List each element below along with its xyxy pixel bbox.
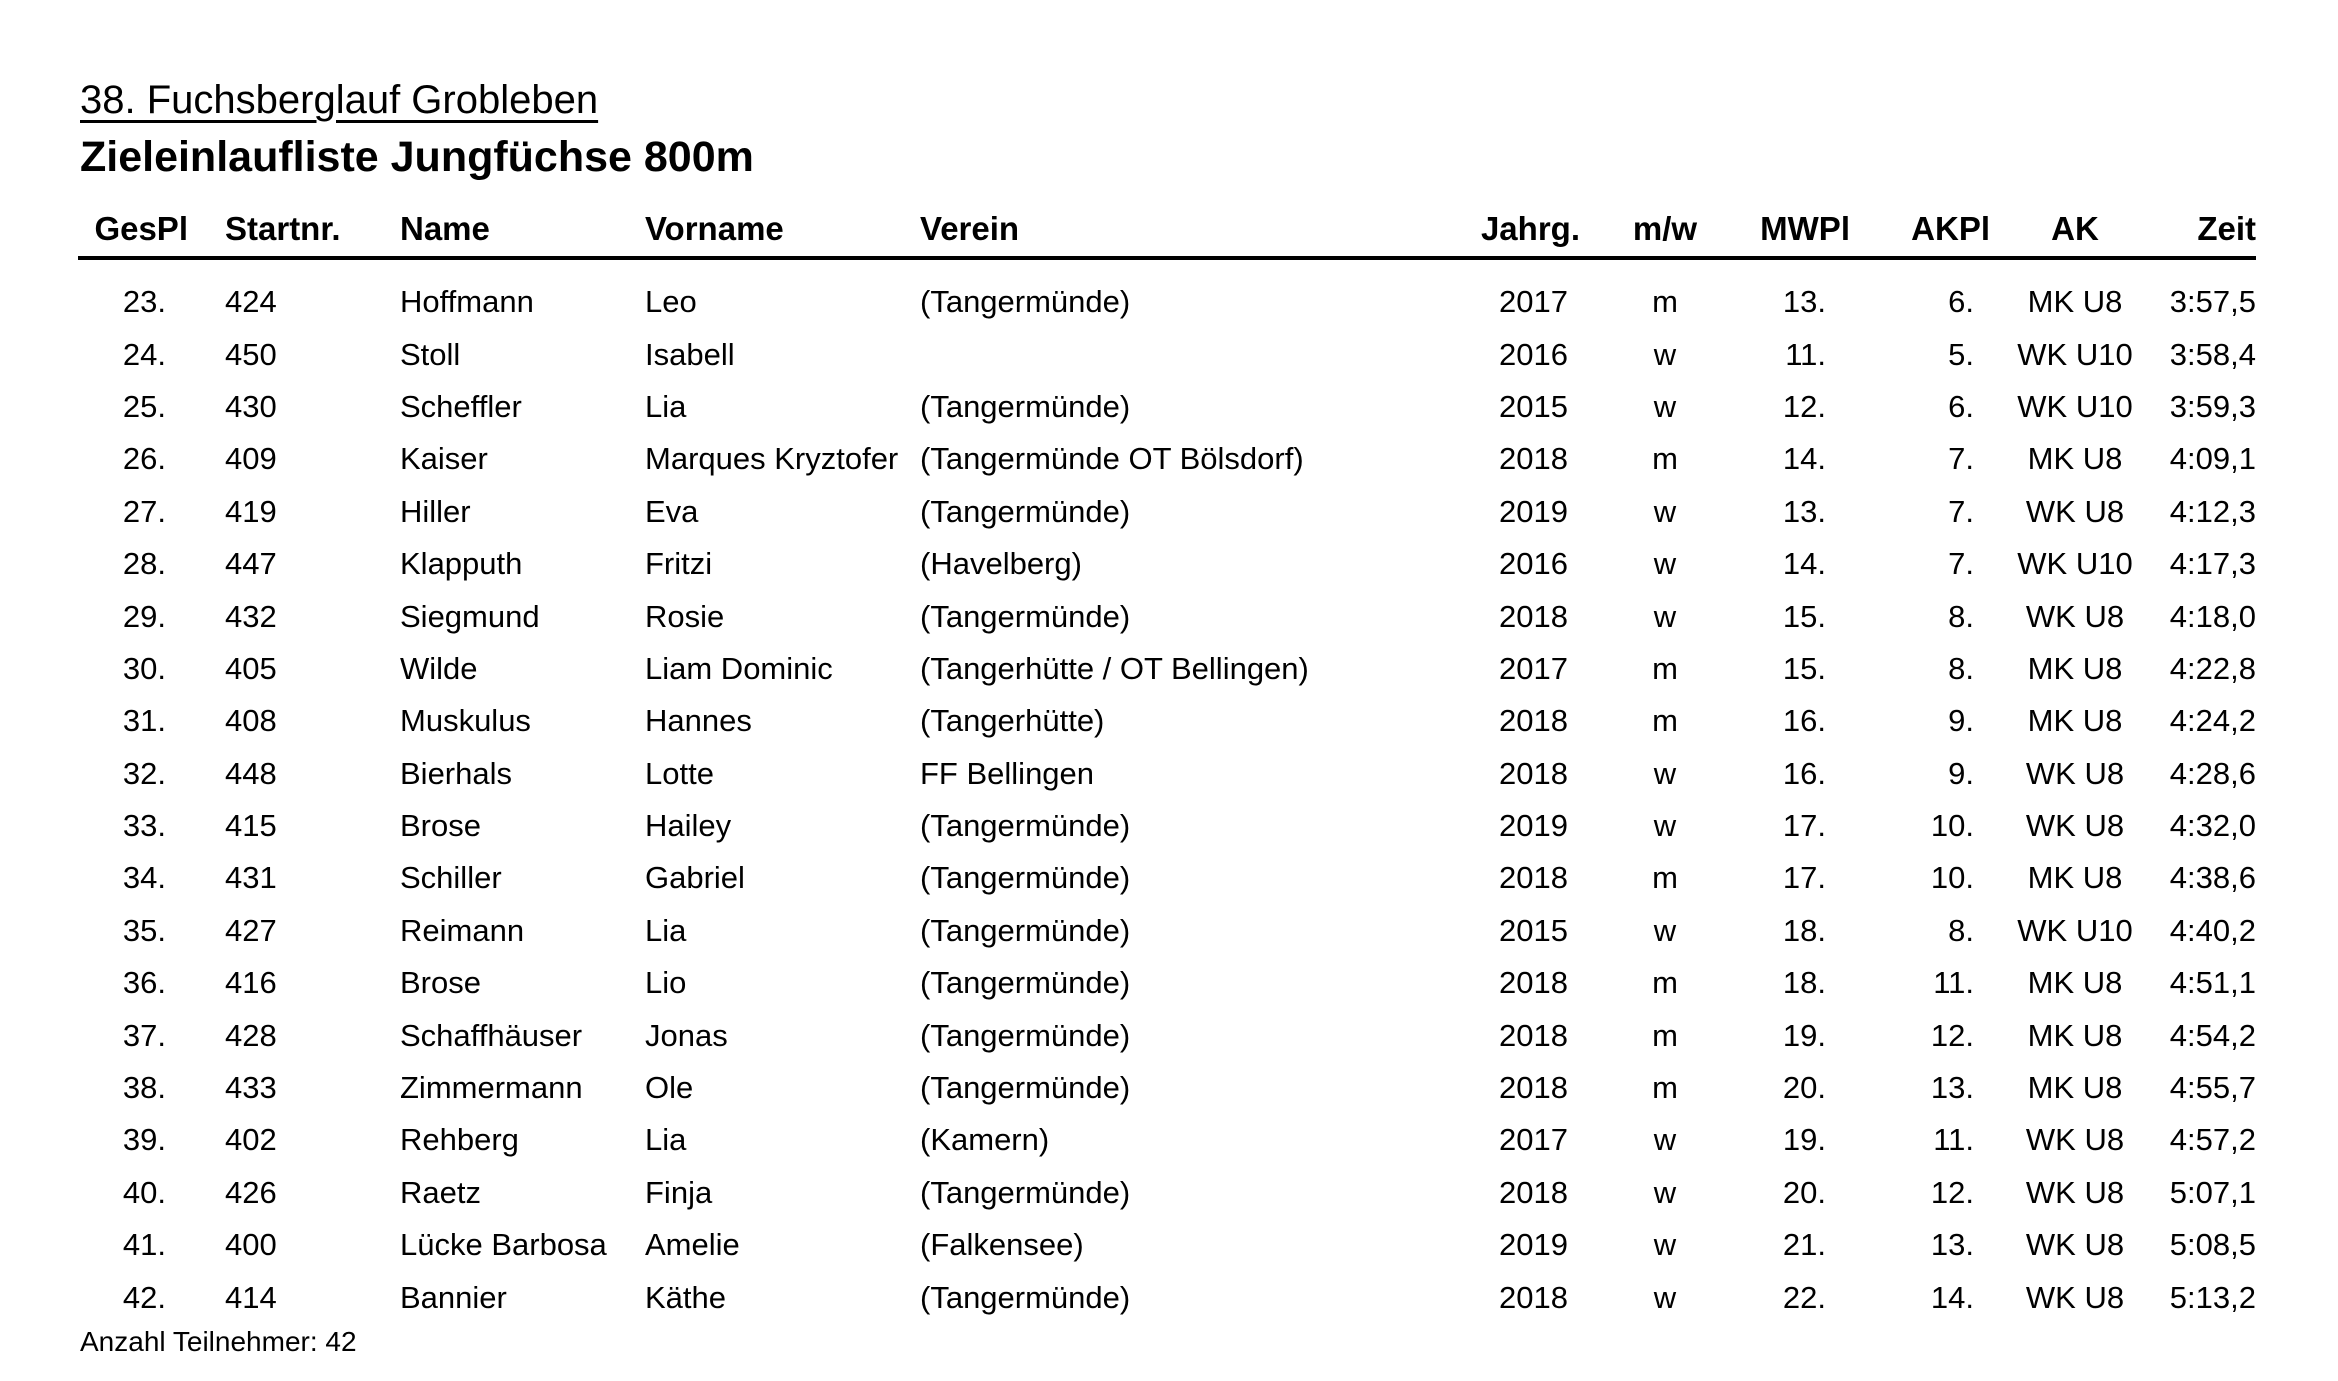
table-cell: 430 xyxy=(225,388,277,424)
table-cell: 7. xyxy=(1948,546,1974,582)
table-cell: w xyxy=(1653,336,1677,372)
table-cell: Schaffhäuser xyxy=(400,1017,583,1053)
table-cell: WK U8 xyxy=(2025,808,2125,844)
table-cell: 4:17,3 xyxy=(2169,546,2256,582)
table-cell: Reimann xyxy=(400,912,525,948)
column-header: MWPl xyxy=(1750,206,1850,258)
table-cell: w xyxy=(1653,1227,1677,1263)
table-cell: 5:08,5 xyxy=(2169,1227,2256,1263)
table-cell: w xyxy=(1653,493,1677,529)
column-header: Startnr. xyxy=(188,206,390,258)
table-row xyxy=(78,748,2256,800)
table-cell: (Tangermünde) xyxy=(920,1017,1131,1053)
table-cell: 7. xyxy=(1948,493,1974,529)
table-cell: 7. xyxy=(1948,441,1974,477)
table-cell: 4:32,0 xyxy=(2169,808,2256,844)
table-cell xyxy=(910,328,1460,380)
table-cell: Schiller xyxy=(400,860,502,896)
table-cell: 2017 xyxy=(1499,284,1568,320)
table-cell: Fritzi xyxy=(645,546,713,582)
table-cell: 405 xyxy=(225,650,277,686)
table-cell: 426 xyxy=(225,1174,277,1210)
table-cell: 41. xyxy=(122,1227,166,1263)
table-cell: 2018 xyxy=(1499,1174,1568,1210)
table-cell: WK U8 xyxy=(2025,1122,2125,1158)
table-cell: Käthe xyxy=(645,1279,727,1315)
table-cell: 4:40,2 xyxy=(2169,912,2256,948)
table-cell: Lücke Barbosa xyxy=(400,1227,607,1263)
table-cell: Jonas xyxy=(645,1017,728,1053)
table-cell: FF Bellingen xyxy=(920,755,1095,791)
table-cell: WK U8 xyxy=(2025,1227,2125,1263)
table-cell: Bannier xyxy=(400,1279,507,1315)
table-cell: 28. xyxy=(122,546,166,582)
column-header: Jahrg. xyxy=(1460,206,1580,258)
table-cell: 4:28,6 xyxy=(2169,755,2256,791)
table-cell: 35. xyxy=(122,912,166,948)
table-cell: (Tangermünde) xyxy=(920,965,1131,1001)
table-cell: 4:24,2 xyxy=(2169,703,2256,739)
table-cell: (Havelberg) xyxy=(920,546,1082,582)
table-cell: 11. xyxy=(1933,965,1974,1001)
table-cell: 9. xyxy=(1948,755,1974,791)
table-cell: (Tangermünde OT Bölsdorf) xyxy=(920,441,1304,477)
column-header: GesPl xyxy=(78,206,188,258)
table-cell: Eva xyxy=(645,493,699,529)
table-cell: 21. xyxy=(1782,1227,1826,1263)
table-row xyxy=(78,1009,2256,1061)
table-cell: (Tangerhütte) xyxy=(920,703,1105,739)
table-cell: 409 xyxy=(225,441,277,477)
table-cell: 4:38,6 xyxy=(2169,860,2256,896)
table-cell: MK U8 xyxy=(2027,703,2123,739)
table-cell: Ole xyxy=(645,1070,694,1106)
table-cell: 13. xyxy=(1782,493,1826,529)
table-cell: 32. xyxy=(122,755,166,791)
table-cell: m xyxy=(1652,965,1678,1001)
table-cell: Isabell xyxy=(645,336,735,372)
table-cell: 4:55,7 xyxy=(2169,1070,2256,1106)
table-cell: Brose xyxy=(400,965,481,1001)
table-cell: Lio xyxy=(645,965,687,1001)
table-cell: 2018 xyxy=(1499,860,1568,896)
table-cell: 18. xyxy=(1782,912,1826,948)
table-cell: Muskulus xyxy=(400,703,531,739)
table-cell: Liam Dominic xyxy=(645,650,833,686)
column-header: Vorname xyxy=(635,206,910,258)
column-header: AK xyxy=(1990,206,2160,258)
table-cell: (Tangermünde) xyxy=(920,598,1131,634)
table-cell: 16. xyxy=(1782,703,1826,739)
results-table xyxy=(78,206,2256,1324)
table-row xyxy=(78,433,2256,485)
table-cell: 2018 xyxy=(1499,755,1568,791)
table-cell: Gabriel xyxy=(645,860,745,896)
table-cell: 2017 xyxy=(1499,650,1568,686)
table-cell: (Tangermünde) xyxy=(920,860,1131,896)
table-cell: 2016 xyxy=(1499,546,1568,582)
table-cell: Hannes xyxy=(645,703,752,739)
table-cell: 408 xyxy=(225,703,277,739)
table-cell: Hiller xyxy=(400,493,471,529)
table-cell: 18. xyxy=(1782,965,1826,1001)
table-cell: 27. xyxy=(122,493,166,529)
table-cell: (Tangermünde) xyxy=(920,912,1131,948)
table-cell: 39. xyxy=(122,1122,166,1158)
table-cell: 30. xyxy=(122,650,166,686)
table-row xyxy=(78,643,2256,695)
table-cell: 431 xyxy=(225,860,277,896)
table-cell: WK U10 xyxy=(2017,912,2133,948)
table-cell: 424 xyxy=(225,284,277,320)
table-cell: 20. xyxy=(1782,1070,1826,1106)
table-cell: (Tangermünde) xyxy=(920,388,1131,424)
column-header: AKPl xyxy=(1850,206,1990,258)
table-cell: 2018 xyxy=(1499,441,1568,477)
table-cell: 37. xyxy=(122,1017,166,1053)
table-cell: 23. xyxy=(122,284,166,320)
table-cell: 3:58,4 xyxy=(2169,336,2256,372)
table-cell: Marques Kryztofer xyxy=(645,441,899,477)
table-cell: Lia xyxy=(645,388,687,424)
table-cell: m xyxy=(1652,1070,1678,1106)
table-cell: 3:57,5 xyxy=(2169,284,2256,320)
table-cell: 415 xyxy=(225,808,277,844)
table-cell: 5:07,1 xyxy=(2169,1174,2256,1210)
table-cell: 5. xyxy=(1948,336,1974,372)
table-row xyxy=(78,957,2256,1009)
table-cell: 33. xyxy=(122,808,166,844)
column-header: m/w xyxy=(1580,206,1750,258)
table-cell: 14. xyxy=(1930,1279,1974,1315)
table-cell: 432 xyxy=(225,598,277,634)
table-cell: MK U8 xyxy=(2027,284,2123,320)
table-cell: (Tangermünde) xyxy=(920,1070,1131,1106)
table-cell: Bierhals xyxy=(400,755,512,791)
table-cell: m xyxy=(1652,1017,1678,1053)
table-cell: 42. xyxy=(122,1279,166,1315)
table-row xyxy=(78,590,2256,642)
table-cell: 36. xyxy=(122,965,166,1001)
table-cell: 17. xyxy=(1782,860,1826,896)
table-cell: 2018 xyxy=(1499,1070,1568,1106)
table-cell: 416 xyxy=(225,965,277,1001)
table-cell: 2019 xyxy=(1499,1227,1568,1263)
table-cell: (Tangermünde) xyxy=(920,1279,1131,1315)
table-cell: 8. xyxy=(1948,598,1974,634)
table-cell: 12. xyxy=(1930,1174,1974,1210)
table-cell: Stoll xyxy=(400,336,461,372)
table-cell: 25. xyxy=(122,388,166,424)
table-cell: WK U8 xyxy=(2025,598,2125,634)
table-cell: 2016 xyxy=(1499,336,1568,372)
table-cell: 26. xyxy=(122,441,166,477)
table-cell: Amelie xyxy=(645,1227,740,1263)
table-row xyxy=(78,486,2256,538)
table-cell: 29. xyxy=(122,598,166,634)
table-cell: (Tangerhütte / OT Bellingen) xyxy=(920,650,1309,686)
table-cell: 24. xyxy=(122,336,166,372)
table-cell: 433 xyxy=(225,1070,277,1106)
table-cell: Scheffler xyxy=(400,388,522,424)
table-cell: 17. xyxy=(1782,808,1826,844)
table-cell: Hailey xyxy=(645,808,732,844)
table-cell: 8. xyxy=(1948,650,1974,686)
table-cell: 2019 xyxy=(1499,808,1568,844)
table-cell: w xyxy=(1653,388,1677,424)
table-cell: Lia xyxy=(645,1122,687,1158)
table-cell: Finja xyxy=(645,1174,713,1210)
table-cell: m xyxy=(1652,441,1678,477)
table-cell: w xyxy=(1653,1122,1677,1158)
table-cell: (Tangermünde) xyxy=(920,1174,1131,1210)
table-cell: Siegmund xyxy=(400,598,540,634)
table-cell: 2019 xyxy=(1499,493,1568,529)
table-cell: 38. xyxy=(122,1070,166,1106)
table-row xyxy=(78,1219,2256,1271)
table-row xyxy=(78,258,2256,328)
table-cell: (Tangermünde) xyxy=(920,493,1131,529)
table-cell: 11. xyxy=(1785,336,1826,372)
table-cell: w xyxy=(1653,755,1677,791)
table-cell: m xyxy=(1652,703,1678,739)
table-cell: Kaiser xyxy=(400,441,488,477)
table-cell: 2018 xyxy=(1499,965,1568,1001)
table-cell: 9. xyxy=(1948,703,1974,739)
table-cell: 15. xyxy=(1782,650,1826,686)
document-title: 38. Fuchsberglauf Grobleben xyxy=(80,78,599,122)
document-subtitle: Zieleinlaufliste Jungfüchse 800m xyxy=(80,133,754,181)
table-cell: 2017 xyxy=(1499,1122,1568,1158)
table-cell: Lia xyxy=(645,912,687,948)
table-cell: Brose xyxy=(400,808,481,844)
table-cell: 448 xyxy=(225,755,277,791)
table-cell: 2015 xyxy=(1499,912,1568,948)
table-cell: WK U10 xyxy=(2017,336,2133,372)
table-cell: 450 xyxy=(225,336,277,372)
table-cell: 11. xyxy=(1933,1122,1974,1158)
table-row xyxy=(78,800,2256,852)
table-cell: 13. xyxy=(1782,284,1826,320)
column-header: Zeit xyxy=(2160,206,2256,258)
table-cell: 31. xyxy=(122,703,166,739)
table-cell: 15. xyxy=(1782,598,1826,634)
table-row xyxy=(78,905,2256,957)
table-cell: Lotte xyxy=(645,755,714,791)
table-row xyxy=(78,381,2256,433)
table-cell: 10. xyxy=(1930,860,1974,896)
table-cell: MK U8 xyxy=(2027,1017,2123,1053)
table-cell: w xyxy=(1653,598,1677,634)
table-cell: 34. xyxy=(122,860,166,896)
table-cell: 427 xyxy=(225,912,277,948)
table-cell: 19. xyxy=(1782,1017,1826,1053)
table-cell: (Tangermünde) xyxy=(920,284,1131,320)
table-cell: 3:59,3 xyxy=(2169,388,2256,424)
table-cell: w xyxy=(1653,1279,1677,1315)
table-cell: WK U8 xyxy=(2025,493,2125,529)
table-cell: 12. xyxy=(1930,1017,1974,1053)
table-cell: 8. xyxy=(1948,912,1974,948)
table-row xyxy=(78,1271,2256,1323)
table-body xyxy=(78,258,2256,1324)
table-cell: MK U8 xyxy=(2027,860,2123,896)
table-cell: m xyxy=(1652,650,1678,686)
table-row xyxy=(78,1062,2256,1114)
table-row xyxy=(78,695,2256,747)
table-cell: 4:09,1 xyxy=(2169,441,2256,477)
table-cell: 2018 xyxy=(1499,1017,1568,1053)
column-header: Verein xyxy=(910,206,1460,258)
table-cell: MK U8 xyxy=(2027,1070,2123,1106)
table-cell: 402 xyxy=(225,1122,277,1158)
table-cell: 4:18,0 xyxy=(2169,598,2256,634)
table-cell: w xyxy=(1653,546,1677,582)
table-cell: (Tangermünde) xyxy=(920,808,1131,844)
table-cell: 428 xyxy=(225,1017,277,1053)
table-cell: 4:54,2 xyxy=(2169,1017,2256,1053)
table-row xyxy=(78,1114,2256,1166)
table-cell: 414 xyxy=(225,1279,277,1315)
table-cell: 2018 xyxy=(1499,703,1568,739)
table-cell: WK U8 xyxy=(2025,1174,2125,1210)
table-cell: MK U8 xyxy=(2027,965,2123,1001)
table-cell: 419 xyxy=(225,493,277,529)
table-cell: Zimmermann xyxy=(400,1070,583,1106)
table-cell: Hoffmann xyxy=(400,284,534,320)
table-cell: (Kamern) xyxy=(920,1122,1050,1158)
table-row xyxy=(78,1167,2256,1219)
table-cell: (Falkensee) xyxy=(920,1227,1084,1263)
table-cell: 14. xyxy=(1782,546,1826,582)
table-cell: 12. xyxy=(1782,388,1826,424)
table-cell: Rehberg xyxy=(400,1122,519,1158)
table-cell: 6. xyxy=(1948,284,1974,320)
table-cell: w xyxy=(1653,1174,1677,1210)
table-cell: Klapputh xyxy=(400,546,523,582)
table-cell: 4:12,3 xyxy=(2169,493,2256,529)
table-cell: MK U8 xyxy=(2027,650,2123,686)
table-cell: m xyxy=(1652,860,1678,896)
table-header-row xyxy=(78,206,2256,258)
table-cell: 13. xyxy=(1930,1070,1974,1106)
table-cell: Rosie xyxy=(645,598,725,634)
table-cell: WK U8 xyxy=(2025,755,2125,791)
table-cell: 5:13,2 xyxy=(2169,1279,2256,1315)
table-cell: WK U10 xyxy=(2017,546,2133,582)
table-cell: 13. xyxy=(1930,1227,1974,1263)
table-cell: 16. xyxy=(1782,755,1826,791)
table-cell: Leo xyxy=(645,284,697,320)
table-cell: MK U8 xyxy=(2027,441,2123,477)
table-cell: 10. xyxy=(1930,808,1974,844)
table-cell: w xyxy=(1653,912,1677,948)
participant-count-label: Anzahl Teilnehmer: 42 xyxy=(80,1326,357,1357)
table-row xyxy=(78,538,2256,590)
table-cell: Raetz xyxy=(400,1174,481,1210)
table-cell: 2015 xyxy=(1499,388,1568,424)
table-cell: w xyxy=(1653,808,1677,844)
table-cell: 14. xyxy=(1782,441,1826,477)
table-cell: 4:22,8 xyxy=(2169,650,2256,686)
table-cell: m xyxy=(1652,284,1678,320)
column-header: Name xyxy=(390,206,635,258)
table-cell: 2018 xyxy=(1499,598,1568,634)
table-cell: WK U8 xyxy=(2025,1279,2125,1315)
table-cell: 4:51,1 xyxy=(2169,965,2256,1001)
table-cell: 20. xyxy=(1782,1174,1826,1210)
table-cell: 447 xyxy=(225,546,277,582)
table-cell: Wilde xyxy=(400,650,478,686)
table-cell: 4:57,2 xyxy=(2169,1122,2256,1158)
table-row xyxy=(78,328,2256,380)
table-cell: 40. xyxy=(122,1174,166,1210)
table-cell: 19. xyxy=(1782,1122,1826,1158)
table-cell: 2018 xyxy=(1499,1279,1568,1315)
table-cell: WK U10 xyxy=(2017,388,2133,424)
table-row xyxy=(78,852,2256,904)
table-cell: 400 xyxy=(225,1227,277,1263)
table-cell: 22. xyxy=(1782,1279,1826,1315)
table-cell: 6. xyxy=(1948,388,1974,424)
